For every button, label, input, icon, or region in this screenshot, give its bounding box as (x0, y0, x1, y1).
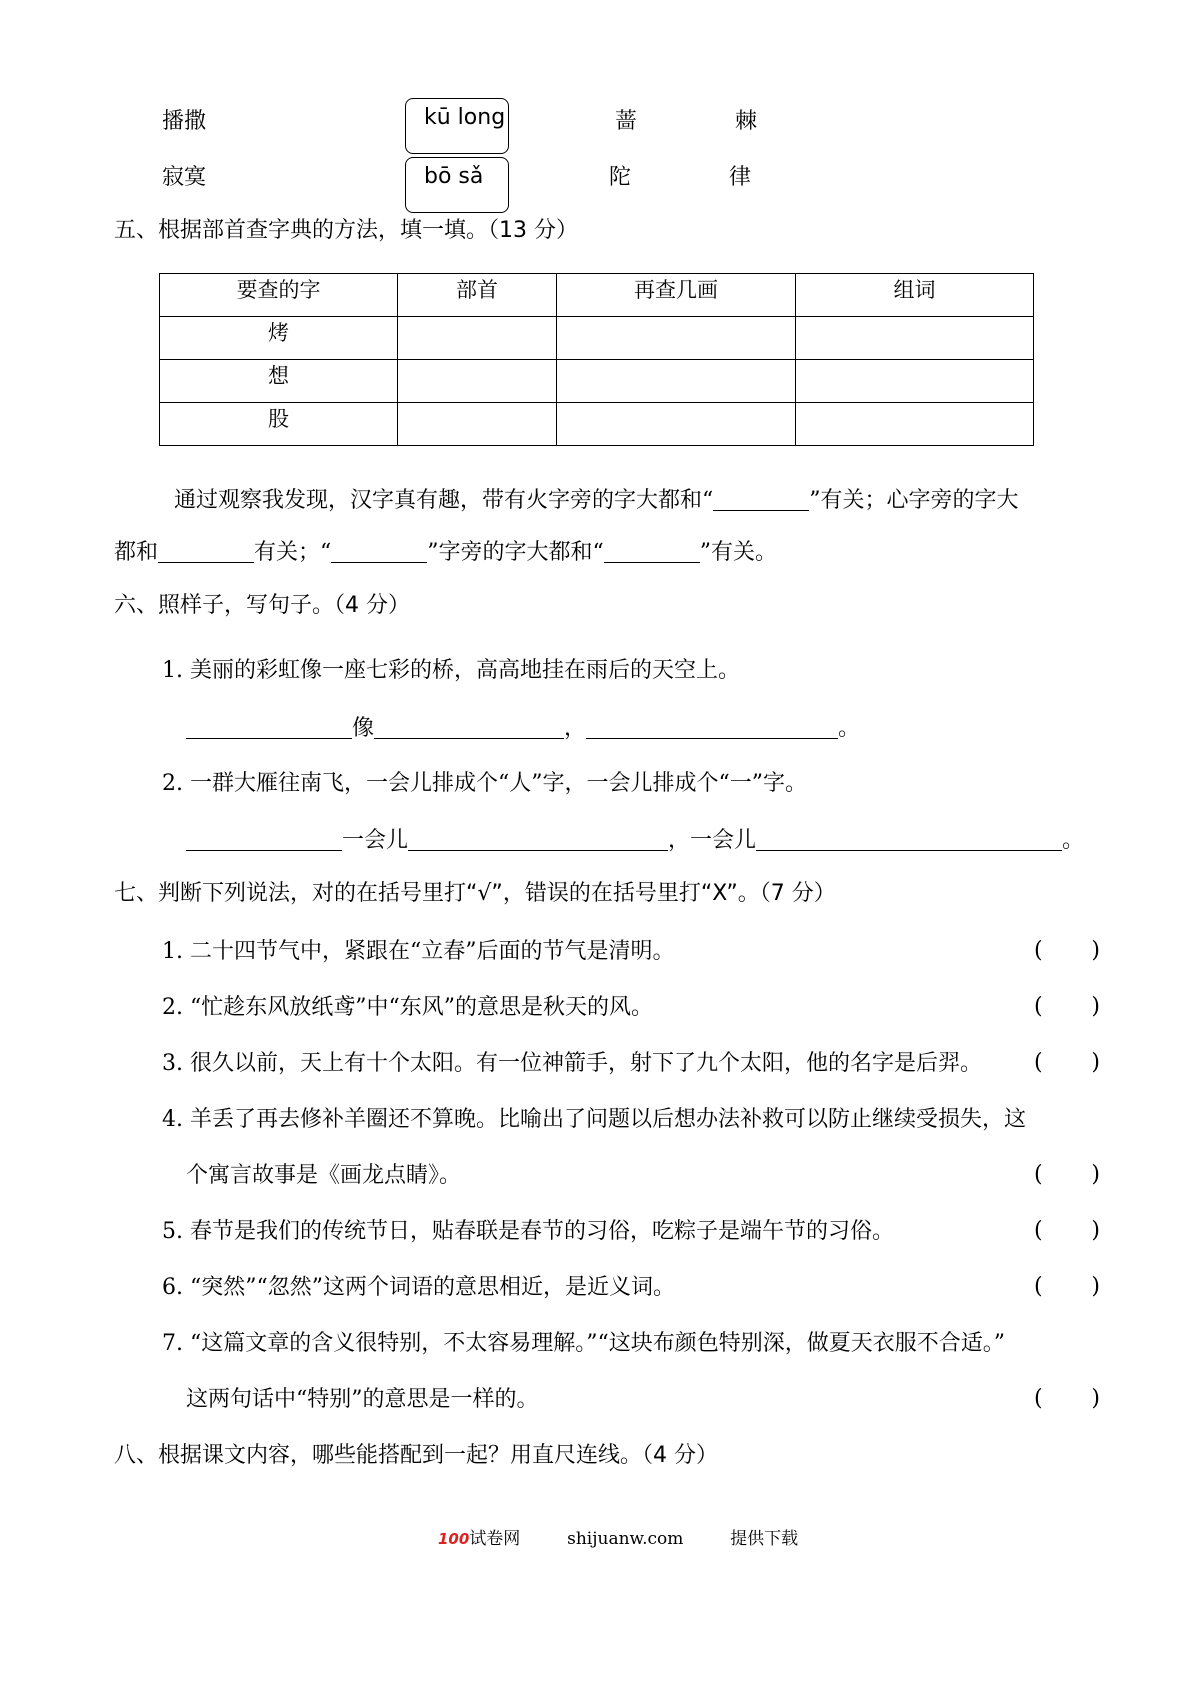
answer-blank[interactable] (186, 714, 352, 739)
paren-open: ( (1034, 1218, 1043, 1243)
paren-open: ( (1034, 994, 1043, 1019)
char-tuo: 陀 (609, 165, 632, 190)
observation-text-d: 有关；“ (254, 540, 332, 565)
answer-blank[interactable] (586, 714, 838, 739)
word-2: 寂寞 (162, 165, 207, 190)
connector-text: 一会儿 (342, 828, 409, 853)
paren-close: ) (1091, 1050, 1100, 1075)
observation-text-b: ”有关；心字旁的字大 (809, 488, 1019, 513)
section6-heading: 六、照样子，写句子。（4 分） (114, 593, 410, 618)
section5-heading: 五、根据部首查字典的方法，填一填。（13 分） (114, 218, 578, 243)
judge-item-4-cont: 个寓言故事是《画龙点睛》。 (186, 1163, 462, 1188)
judge-item-3: 3. 很久以前，天上有十个太阳。有一位神箭手，射下了九个太阳，他的名字是后羿。 (162, 1051, 982, 1076)
strokes-cell[interactable] (557, 317, 796, 360)
paren-close: ) (1091, 1386, 1100, 1411)
connector-text: ，一会儿 (668, 828, 757, 853)
observation-line-2 (114, 538, 777, 567)
judge-item-4: 4. 羊丢了再去修补羊圈还不算晚。比喻出了问题以后想办法补救可以防止继续受损失，这 (162, 1107, 1026, 1132)
footer (438, 1524, 798, 1549)
header-word: 组词 (796, 274, 1034, 317)
answer-parens-7[interactable] (1034, 1386, 1100, 1411)
answer-parens-6[interactable] (1034, 1274, 1100, 1299)
observation-line-1 (174, 486, 1019, 515)
answer-blank[interactable] (186, 826, 342, 851)
word-1: 播撒 (162, 109, 207, 134)
radical-cell[interactable] (398, 317, 557, 360)
word-cell[interactable] (796, 403, 1034, 446)
answer-blank[interactable] (374, 714, 564, 739)
judge-item-7-cont: 这两句话中“特别”的意思是一样的。 (186, 1387, 539, 1412)
imitation-line-2 (186, 826, 1084, 855)
answer-blank[interactable] (756, 826, 1062, 851)
imitation-line-1 (186, 714, 860, 743)
paren-close: ) (1091, 1274, 1100, 1299)
header-radical: 部首 (398, 274, 557, 317)
paren-open: ( (1034, 1050, 1043, 1075)
char-ji: 棘 (735, 109, 758, 134)
answer-parens-1[interactable] (1034, 938, 1100, 963)
word-cell[interactable] (796, 360, 1034, 403)
table-row (160, 403, 1034, 446)
radical-table (159, 273, 1034, 446)
paren-open: ( (1034, 1386, 1043, 1411)
answer-blank-meaning[interactable] (604, 538, 700, 563)
word-cell[interactable] (796, 317, 1034, 360)
footer-note: 提供下载 (730, 1529, 799, 1549)
lookup-char: 烤 (160, 317, 398, 360)
judge-item-5: 5. 春节是我们的传统节日，贴春联是春节的习俗，吃粽子是端午节的习俗。 (162, 1219, 894, 1244)
connector-text: 像 (352, 716, 375, 741)
section7-heading: 七、判断下列说法，对的在括号里打“√”，错误的在括号里打“X”。（7 分） (114, 881, 836, 906)
connector-text: 。 (1062, 828, 1085, 853)
judge-item-6: 6. “突然”“忽然”这两个词语的意思相近，是近义词。 (162, 1275, 675, 1300)
table-row (160, 317, 1034, 360)
paren-close: ) (1091, 1218, 1100, 1243)
site-url[interactable]: shijuanw.com (567, 1529, 684, 1549)
pinyin-box-1 (405, 98, 509, 154)
paren-open: ( (1034, 1162, 1043, 1187)
observation-text-e: ”字旁的字大都和“ (427, 540, 604, 565)
observation-text-f: ”有关。 (699, 540, 778, 565)
section8-heading: 八、根据课文内容，哪些能搭配到一起？用直尺连线。（4 分） (114, 1443, 718, 1468)
example-sentence-2: 2. 一群大雁往南飞，一会儿排成个“人”字，一会儿排成个“一”字。 (162, 771, 807, 796)
answer-blank-heart[interactable] (158, 538, 254, 563)
table-row (160, 360, 1034, 403)
pinyin-2: bō sǎ (424, 164, 484, 189)
answer-blank-fire[interactable] (713, 486, 809, 511)
paren-close: ) (1091, 994, 1100, 1019)
lookup-char: 股 (160, 403, 398, 446)
answer-blank-radical[interactable] (331, 538, 427, 563)
connector-text: 。 (838, 716, 861, 741)
example-sentence-1: 1. 美丽的彩虹像一座七彩的桥，高高地挂在雨后的天空上。 (162, 658, 740, 683)
logo-text: 试卷网 (469, 1529, 521, 1549)
answer-parens-2[interactable] (1034, 994, 1100, 1019)
radical-cell[interactable] (398, 403, 557, 446)
paren-open: ( (1034, 1274, 1043, 1299)
radical-cell[interactable] (398, 360, 557, 403)
answer-parens-5[interactable] (1034, 1218, 1100, 1243)
paren-close: ) (1091, 938, 1100, 963)
paren-close: ) (1091, 1162, 1100, 1187)
connector-text: ， (564, 716, 587, 741)
answer-blank[interactable] (408, 826, 668, 851)
answer-parens-4[interactable] (1034, 1162, 1100, 1187)
char-qiang: 蔷 (615, 109, 638, 134)
header-strokes: 再查几画 (557, 274, 796, 317)
observation-text-a: 通过观察我发现，汉字真有趣，带有火字旁的字大都和“ (174, 488, 714, 513)
judge-item-2: 2. “忙趁东风放纸鸢”中“东风”的意思是秋天的风。 (162, 995, 653, 1020)
answer-parens-3[interactable] (1034, 1050, 1100, 1075)
strokes-cell[interactable] (557, 360, 796, 403)
pinyin-box-2 (405, 157, 509, 213)
observation-text-c: 都和 (114, 540, 159, 565)
judge-item-7: 7. “这篇文章的含义很特别，不太容易理解。”“这块布颜色特别深，做夏天衣服不合适。” (162, 1331, 1005, 1356)
site-logo: 100 (438, 1530, 470, 1548)
pinyin-1: kū long (424, 105, 506, 130)
judge-item-1: 1. 二十四节气中，紧跟在“立春”后面的节气是清明。 (162, 939, 675, 964)
strokes-cell[interactable] (557, 403, 796, 446)
table-header-row (160, 274, 1034, 317)
paren-open: ( (1034, 938, 1043, 963)
header-char: 要查的字 (160, 274, 398, 317)
char-lv: 律 (729, 165, 752, 190)
lookup-char: 想 (160, 360, 398, 403)
